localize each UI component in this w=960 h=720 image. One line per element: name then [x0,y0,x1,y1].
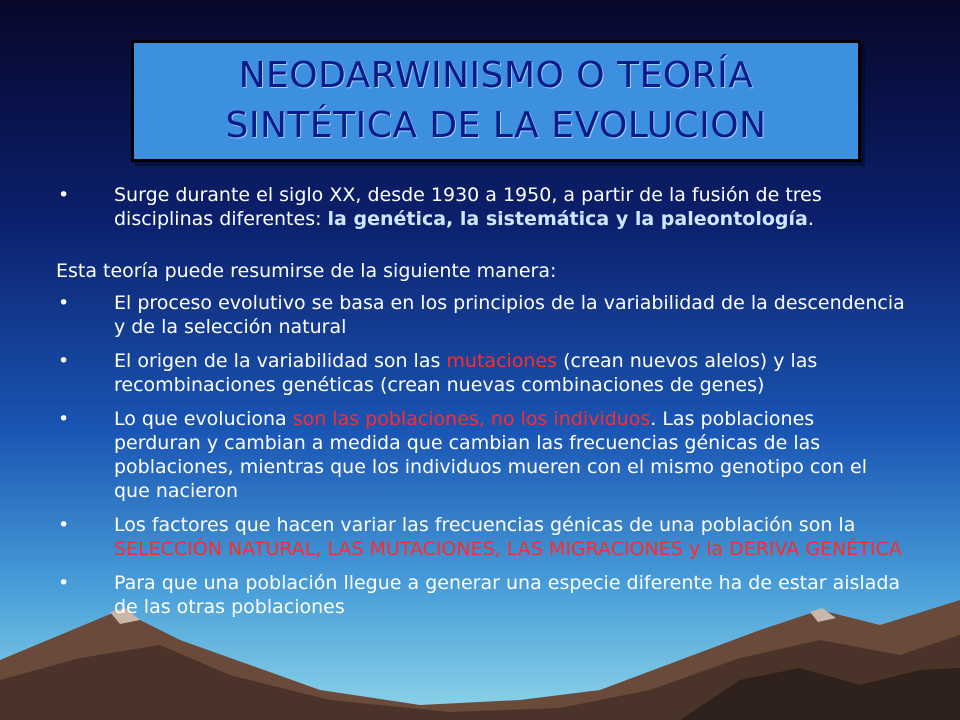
point-text: . Las poblaciones perduran y cambian a medida que cambian las frecuencias génicas de las poblaciones, mientras que los individuos mueren con el mismo genotipo con el que nacieron [114,408,868,502]
slide-title-line-2: SINTÉTICA DE LA EVOLUCION [225,105,767,146]
point-text: El proceso evolutivo se basa en los principios de la variabilidad de la descendencia y de la selección natural [114,292,905,338]
slide-body [56,183,906,619]
point-populations [56,407,906,503]
title-box [131,40,861,162]
bullet-icon: • [58,292,70,314]
bullet-icon: • [58,572,70,594]
bullet-icon: • [58,350,70,372]
point-variability [56,291,906,339]
summary-lead: Esta teoría puede resumirse de la siguiente manera: [56,260,557,282]
bullet-icon: • [58,514,70,536]
point-text: Lo que evoluciona [114,408,293,430]
point-speciation [56,571,906,619]
intro-disciplines: la genética, la sistemática y la paleontología [327,208,808,230]
intro-text: Surge durante el siglo XX, desde 1930 a 1950, a partir de la fusión de tres disciplinas diferentes: [114,184,822,230]
point-text: Los factores que hacen variar las frecuencias génicas de una población son la [114,514,856,536]
bullet-icon: • [58,408,70,430]
emphasis-poblaciones: son las poblaciones, no los individuos [292,408,651,430]
point-text: Para que una población llegue a generar una especie diferente ha de estar aislada de las otras poblaciones [114,572,901,618]
point-origin [56,349,906,397]
bullet-icon: • [58,184,70,206]
slide-title-line-1: NEODARWINISMO O TEORÍA [238,55,754,96]
emphasis-mutaciones: mutaciones [446,350,558,372]
intro-bullet [56,183,906,231]
intro-end: . [807,208,814,230]
point-factors [56,513,906,561]
point-text: (crean nuevos alelos) y las recombinaciones genéticas (crean nuevas combinaciones de genes) [114,350,818,396]
point-text: El origen de la variabilidad son las [114,350,447,372]
emphasis-factors: SELECCIÓN NATURAL, LAS MUTACIONES, LAS MIGRACIONES y la DERIVA GENÉTICA [114,538,902,560]
